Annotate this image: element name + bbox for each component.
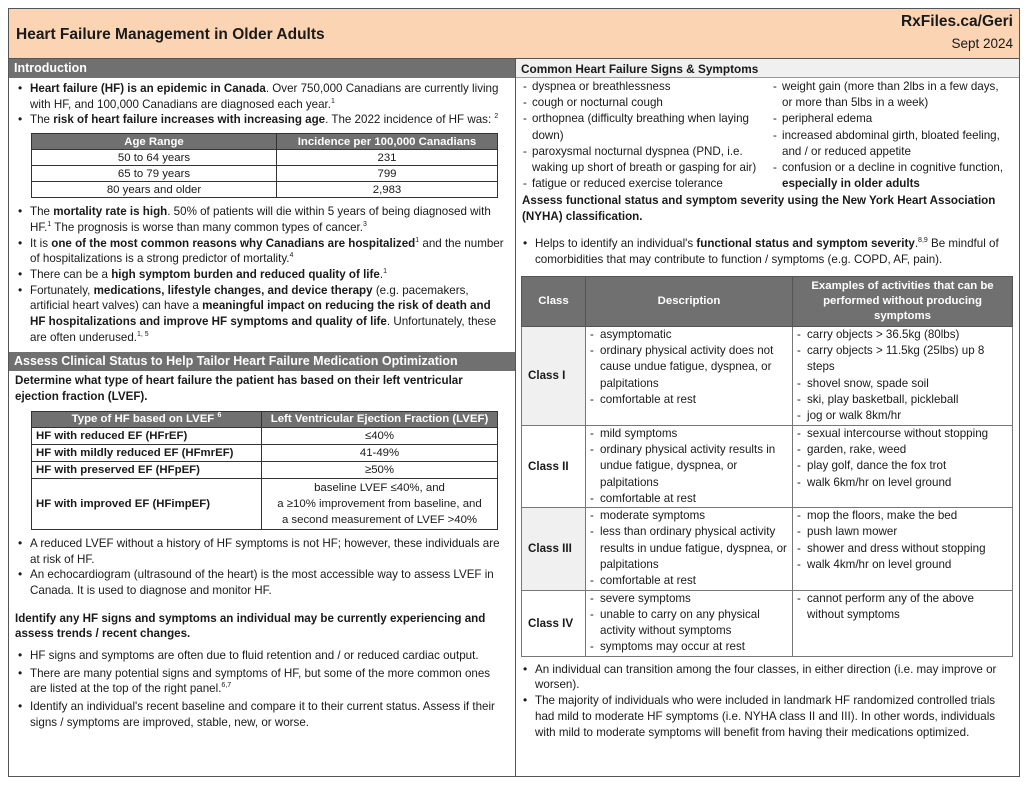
list-item: - orthopnea (difficulty breathing when laying down) bbox=[518, 111, 768, 143]
list-item: • The risk of heart failure increases with increasing age. The 2022 incidence of HF was: $^2$ bbox=[13, 112, 509, 128]
right-column bbox=[516, 59, 1019, 740]
table-row bbox=[32, 427, 498, 444]
description-cell: - asymptomatic - ordinary physical activity does not cause undue fatigue, dyspnea, or palpitations - comfortable at rest bbox=[586, 326, 793, 425]
signs-list-left bbox=[518, 79, 768, 192]
table-row bbox=[32, 182, 498, 198]
signs-list-right bbox=[768, 79, 1008, 192]
table-header: Type of HF based on LVEF $^6$ bbox=[32, 411, 262, 427]
list-item: • There can be a high symptom burden and reduced quality of life.$^1$ bbox=[13, 267, 509, 283]
list-item: • A reduced LVEF without a history of HF symptoms is not HF; however, these individuals are at risk of HF. bbox=[13, 536, 509, 567]
intro-bullets-2 bbox=[9, 198, 515, 345]
table-row bbox=[522, 590, 1013, 656]
signs-heading: Common Heart Failure Signs & Symptoms bbox=[516, 59, 1019, 78]
table-cell: ≥50% bbox=[262, 461, 498, 478]
table-row bbox=[32, 478, 498, 529]
table-cell: HF with reduced EF (HFrEF) bbox=[32, 427, 262, 444]
list-item: - peripheral edema bbox=[768, 111, 1008, 127]
list-item: • Fortunately, medications, lifestyle changes, and device therapy (e.g. pacemakers, artificial heart valves) can have a meaningful impact on reducing the risk of death and HF hospitalizations and improve HF symptoms and quality of life. Unfortunately, these are often underused.$^{1, 5}$ bbox=[13, 283, 509, 346]
examples-cell: - cannot perform any of the above without symptoms bbox=[793, 590, 1013, 656]
list-item: - confusion or a decline in cognitive function, especially in older adults bbox=[768, 160, 1008, 192]
list-item: • It is one of the most common reasons why Canadians are hospitalized$^1$ and the number of hospitalizations is a strong predictor of mortality.$^4$ bbox=[13, 236, 509, 267]
signs-bullets bbox=[9, 642, 515, 731]
table-row bbox=[522, 425, 1013, 507]
list-item: • The majority of individuals who were included in landmark HF randomized controlled trials had mild to moderate HF symptoms (i.e. NYHA class II and III). In other words, individuals with mild to moderate symptoms will benefit from having their medications optimized. bbox=[518, 693, 1013, 740]
intro-bullets bbox=[9, 78, 515, 128]
list-item: - dyspnea or breathlessness bbox=[518, 79, 768, 95]
table-row bbox=[32, 166, 498, 182]
table-header: Left Ventricular Ejection Fraction (LVEF) bbox=[262, 411, 498, 427]
description-cell: - severe symptoms - unable to carry on any physical activity without symptoms - symptoms may occur at rest bbox=[586, 590, 793, 656]
brand-link[interactable]: RxFiles.ca/Geri bbox=[900, 13, 1013, 30]
class-label: Class III bbox=[522, 508, 586, 590]
examples-cell: - carry objects > 36.5kg (80lbs) - carry objects > 11.5kg (25lbs) up 8 steps - shovel snow, spade soil - ski, play basketball, pickleball - jog or walk 8km/hr bbox=[793, 326, 1013, 425]
list-item: - paroxysmal nocturnal dyspnea (PND, i.e. waking up short of breath or gasping for air) bbox=[518, 144, 768, 176]
table-cell: 65 to 79 years bbox=[32, 166, 277, 182]
table-header: Age Range bbox=[32, 134, 277, 150]
list-item: - cough or nocturnal cough bbox=[518, 95, 768, 111]
nyha-footer-bullets bbox=[516, 657, 1019, 741]
table-row bbox=[32, 150, 498, 166]
page-frame bbox=[8, 8, 1020, 777]
table-header: Examples of activities that can be performed without producing symptoms bbox=[793, 276, 1013, 326]
lvef-bullets bbox=[9, 530, 515, 599]
table-cell: HF with preserved EF (HFpEF) bbox=[32, 461, 262, 478]
list-item: • The mortality rate is high. 50% of patients will die within 5 years of being diagnosed with HF.$^1$ The prognosis is worse than many common types of cancer.$^3$ bbox=[13, 204, 509, 235]
nyha-table bbox=[521, 276, 1013, 657]
class-label: Class II bbox=[522, 425, 586, 507]
table-cell: 50 to 64 years bbox=[32, 150, 277, 166]
table-row bbox=[32, 444, 498, 461]
table-row bbox=[32, 461, 498, 478]
table-cell: baseline LVEF ≤40%, and a ≥10% improvement from baseline, and a second measurement of LVEF >40% bbox=[262, 478, 498, 529]
table-header: Class bbox=[522, 276, 586, 326]
description-cell: - mild symptoms - ordinary physical activity results in undue fatigue, dyspnea, or palpitations - comfortable at rest bbox=[586, 425, 793, 507]
class-label: Class I bbox=[522, 326, 586, 425]
table-cell: 80 years and older bbox=[32, 182, 277, 198]
nyha-bullets bbox=[516, 225, 1019, 267]
list-item: • An echocardiogram (ultrasound of the heart) is the most accessible way to assess LVEF in Canada. It is used to diagnose and monitor HF. bbox=[13, 567, 509, 598]
list-item: • HF signs and symptoms are often due to fluid retention and / or reduced cardiac output. bbox=[13, 648, 509, 664]
table-row bbox=[522, 508, 1013, 590]
list-item: - fatigue or reduced exercise tolerance bbox=[518, 176, 768, 192]
assess-heading: Assess Clinical Status to Help Tailor Heart Failure Medication Optimization bbox=[9, 352, 515, 371]
lvef-subhead: Determine what type of heart failure the patient has based on their left ventricular ejection fraction (LVEF). bbox=[15, 374, 463, 404]
list-item: • Identify an individual's recent baseline and compare it to their current status. Assess if their signs / symptoms are improved, stable, new, or worse. bbox=[13, 699, 509, 730]
table-row bbox=[522, 326, 1013, 425]
table-cell: 799 bbox=[277, 166, 498, 182]
description-cell: - moderate symptoms - less than ordinary physical activity results in undue fatigue, dyspnea, or palpitations - comfortable at rest bbox=[586, 508, 793, 590]
list-item: • An individual can transition among the four classes, in either direction (i.e. may improve or worsen). bbox=[518, 662, 1013, 693]
table-cell: 41-49% bbox=[262, 444, 498, 461]
intro-heading: Introduction bbox=[9, 59, 515, 78]
signs-subhead: Identify any HF signs and symptoms an individual may be currently experiencing and assess trends / recent changes. bbox=[15, 611, 486, 641]
table-cell: HF with improved EF (HFimpEF) bbox=[32, 478, 262, 529]
list-item: - increased abdominal girth, bloated feeling, and / or reduced appetite bbox=[768, 128, 1008, 160]
incidence-table bbox=[31, 133, 498, 198]
page-title: Heart Failure Management in Older Adults bbox=[16, 26, 325, 43]
signs-grid bbox=[516, 78, 1019, 192]
list-item: • There are many potential signs and symptoms of HF, but some of the more common ones are listed at the top of the right panel.$^{6,7}$ bbox=[13, 666, 509, 697]
table-cell: 2,983 bbox=[277, 182, 498, 198]
table-header: Description bbox=[586, 276, 793, 326]
table-cell: 231 bbox=[277, 150, 498, 166]
page-header bbox=[9, 9, 1019, 59]
list-item: • Heart failure (HF) is an epidemic in Canada. Over 750,000 Canadians are currently living with HF, and 100,000 Canadians are diagnosed each year.$^1$ bbox=[13, 81, 509, 112]
list-item: - weight gain (more than 2lbs in a few days, or more than 5lbs in a week) bbox=[768, 79, 1008, 111]
nyha-subhead: Assess functional status and symptom severity using the New York Heart Association (NYHA) classification. bbox=[522, 194, 996, 224]
examples-cell: - mop the floors, make the bed - push lawn mower - shower and dress without stopping - walk 4km/hr on level ground bbox=[793, 508, 1013, 590]
left-column bbox=[9, 59, 515, 731]
list-item: • Helps to identify an individual's functional status and symptom severity.$^{8,9}$ Be mindful of comorbidities that may contribute to function / symptoms (e.g. COPD, AF, pain). bbox=[518, 236, 1013, 267]
table-header: Incidence per 100,000 Canadians bbox=[277, 134, 498, 150]
examples-cell: - sexual intercourse without stopping - garden, rake, weed - play golf, dance the fox trot - walk 6km/hr on level ground bbox=[793, 425, 1013, 507]
table-cell: ≤40% bbox=[262, 427, 498, 444]
lvef-table bbox=[31, 411, 498, 530]
class-label: Class IV bbox=[522, 590, 586, 656]
publish-date: Sept 2024 bbox=[951, 36, 1013, 51]
table-cell: HF with mildly reduced EF (HFmrEF) bbox=[32, 444, 262, 461]
